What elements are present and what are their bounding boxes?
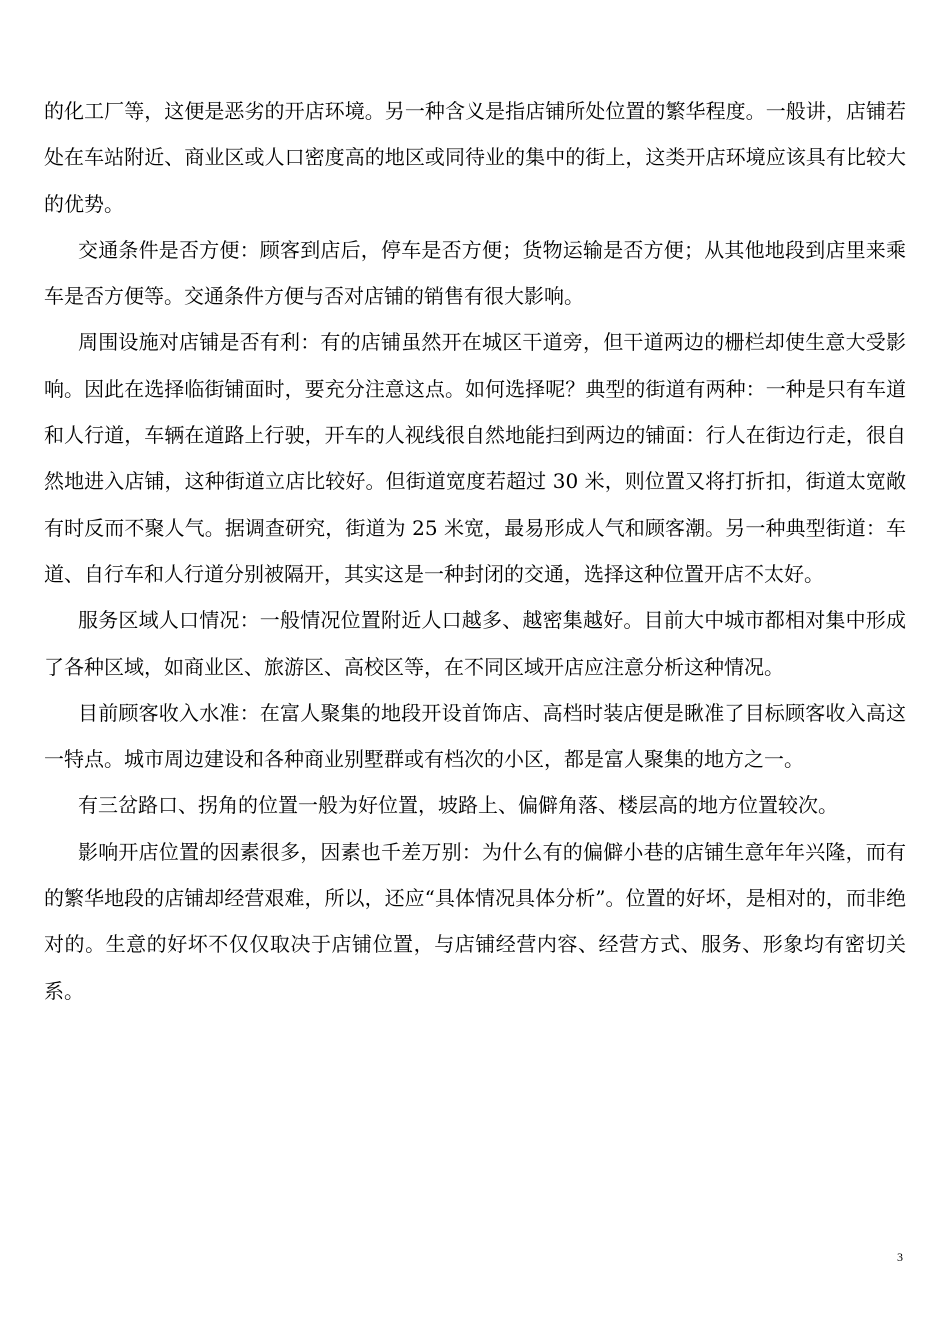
document-body xyxy=(44,88,906,1014)
paragraph-6: 有三岔路口、拐角的位置一般为好位置，坡路上、偏僻角落、楼层高的地方位置较次。 xyxy=(78,793,838,818)
paragraph-1: 的化工厂等，这便是恶劣的开店环境。另一种含义是指店铺所处位置的繁华程度。一般讲，店铺若处在车站附近、商业区或人口密度高的地区或同待业的集中的街上，这类开店环境应该具有比较大的优势。 xyxy=(44,99,906,216)
paragraph-5: 目前顾客收入水准：在富人聚集的地段开设首饰店、高档时装店便是瞅准了目标顾客收入高这一特点。城市周边建设和各种商业别墅群或有档次的小区，都是富人聚集的地方之一。 xyxy=(44,700,906,772)
paragraph-7: 影响开店位置的因素很多，因素也千差万别：为什么有的偏僻小巷的店铺生意年年兴隆，而有的繁华地段的店铺却经营艰难，所以，还应“具体情况具体分析”。位置的好坏，是相对的，而非绝对的。生意的好坏不仅仅取决于店铺位置，与店铺经营内容、经营方式、服务、形象均有密切关系。 xyxy=(44,839,906,1003)
paragraph-4: 服务区域人口情况：一般情况位置附近人口越多、越密集越好。目前大中城市都相对集中形成了各种区域，如商业区、旅游区、高校区等，在不同区域开店应注意分析这种情况。 xyxy=(44,608,906,679)
paragraph-3: 周围设施对店铺是否有利：有的店铺虽然开在城区干道旁，但干道两边的栅栏却使生意大受影响。因此在选择临街铺面时，要充分注意这点。如何选择呢？典型的街道有两种：一种是只有车道和人行道，车辆在道路上行驶，开车的人视线很自然地能扫到两边的铺面：行人在街边行走，很自然地进入店铺，这种街道立店比较好。但街道宽度若超过 30 米，则位置又将打折扣，街道太宽敞有时反而不聚人气。据调查研究，街道为 25 米宽，最易形成人气和顾客潮。另一种典型街道：车道、自行车和人行道分别被隔开，其实这是一种封闭的交通，选择这种位置开店不太好。 xyxy=(44,330,906,586)
paragraph-2: 交通条件是否方便：顾客到店后，停车是否方便；货物运输是否方便；从其他地段到店里来乘车是否方便等。交通条件方便与否对店铺的销售有很大影响。 xyxy=(44,237,906,309)
page-number: 3 xyxy=(897,1250,903,1264)
